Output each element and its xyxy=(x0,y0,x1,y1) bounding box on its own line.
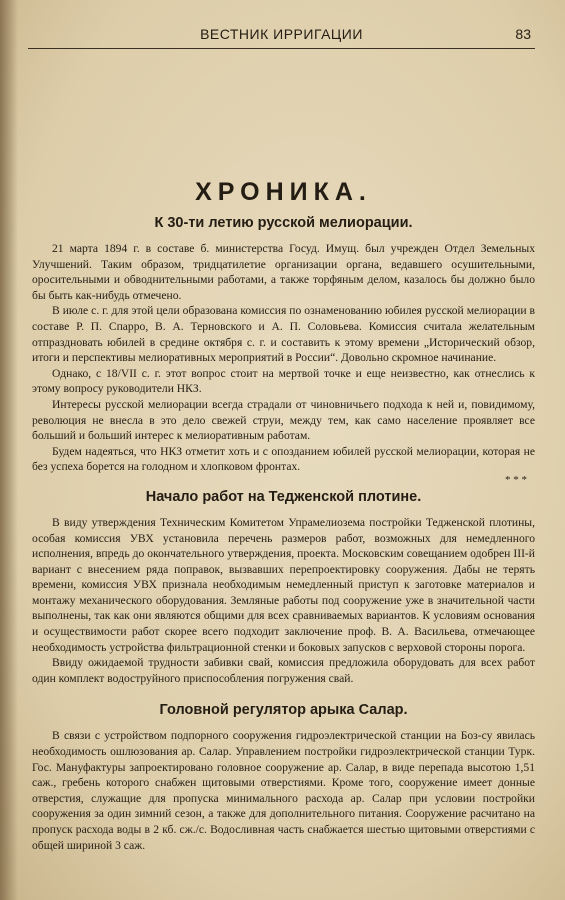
paragraph: Ввиду ожидаемой трудности забивки свай, комиссия предложила оборудовать для всех работ один комплект водоструйного приспособления погружения свай. xyxy=(32,656,535,685)
paragraph: В связи с устройством подпорного сооружения гидроэлектрической станции на Боз-су явилась необходимость ошлюзования ар. Салар. Управлением постройки гидроэлектрической станции Турк. Гос. Мануфактуры запроектировано головное сооружение ар. Салар, в виде перепада высотою 1,51 саж., гребень которого снабжен щитовыми отверстиями. Кроме того, сооружение имеет донные отверстия, служащие для пропуска минимального расхода ар. Салар при условии постройки сооружения за один зимний сезон, а также для дополнительного питания. Сооружение расчитано на пропуск расхода воды в 2 кб. сж./с. Водосливная часть снабжается шестью щитовыми отверстиями с общей шириной 3 саж. xyxy=(32,729,535,852)
main-title: ХРОНИКА. xyxy=(195,178,372,206)
section-separator: * * * xyxy=(505,473,527,486)
section-title: К 30-ти летию русской мелиорации. xyxy=(154,215,413,231)
article-body xyxy=(32,178,535,853)
section-salar-regulator xyxy=(32,702,535,853)
paragraph: В виду утверждения Техническим Комитетом Упрамелиозема постройки Теджeнской плотины, особая комиссия УВХ установила перечень размеров работ, возможных для немедленного исполнения, впредь до окончательного утверждения, проекта. Московским совещанием одобрен III-й вариант с внесением ряда поправок, вызвавших перепроектировку сооружения. Дабы не терять времени, комиссия УВХ признала необходимым немедленный приступ к заготовке материалов и монтажу механического оборудования. Земляные работы под сооружение уже в значительной части выполнены, так как они являются общими для всех сравниваемых вариантов. К условиям основания и осуществимости работ скорее всего подходит заключение проф. В. А. Васильева, отмечающее необходимость устройства фильтрационной стенки и боковых запусков с верховой стороны порога. xyxy=(32,515,535,654)
page-number: 83 xyxy=(515,26,531,42)
section-melioration-anniversary xyxy=(32,215,535,485)
page-header xyxy=(28,26,535,49)
section-title: Головной регулятор арыка Салар. xyxy=(159,702,408,719)
binding-shadow xyxy=(0,0,18,900)
section-title: Начало работ на Теджeнской плотине. xyxy=(145,488,422,505)
paragraph: В июле с. г. для этой цели образована комиссия по ознаменованию юбилея русской мелиорации в составе Р. П. Спарро, В. А. Терновского и А. П. Соловьева. Комиссия считала желательным отпраздновать юбилей в средине октября с. г. и составить к этому времени „Исторический обзор, итоги и перспективы мелиоративных мероприятий в России“. Довольно скромное начинание. xyxy=(32,304,535,365)
paragraph: 21 марта 1894 г. в составе б. министерства Госуд. Имущ. был учрежден Отдел Земельных Улучшений. Таким образом, тридцатилетие организации органа, ведавшего осушительными, оросительными и обводнительными работами, а также торфяным делом, казалось бы должно было бы быть как-нибудь отмечено. xyxy=(32,242,535,302)
section-tedzhen-dam xyxy=(32,489,535,687)
running-title: ВЕСТНИК ИРРИГАЦИИ xyxy=(200,26,363,42)
paragraph: Интересы русской мелиорации всегда страдали от чиновничьего подхода к ней и, повидимому, революция не внесла в это дело свежей струи, между тем, как само население проявляет все больший и больший интерес к мелиоративным работам. xyxy=(32,397,535,443)
paragraph: Однако, с 18/VII с. г. этот вопрос стоит на мертвой точке и еще неизвестно, как отнеслись к этому вопросу руководители НКЗ. xyxy=(32,366,535,396)
paragraph: Будем надеяться, что НКЗ отметит хоть и с опозданием юбилей русской мелиорации, которая не без успеха борется на голодном и хлопковом фронтах. xyxy=(32,444,535,474)
section-gap xyxy=(32,686,535,702)
